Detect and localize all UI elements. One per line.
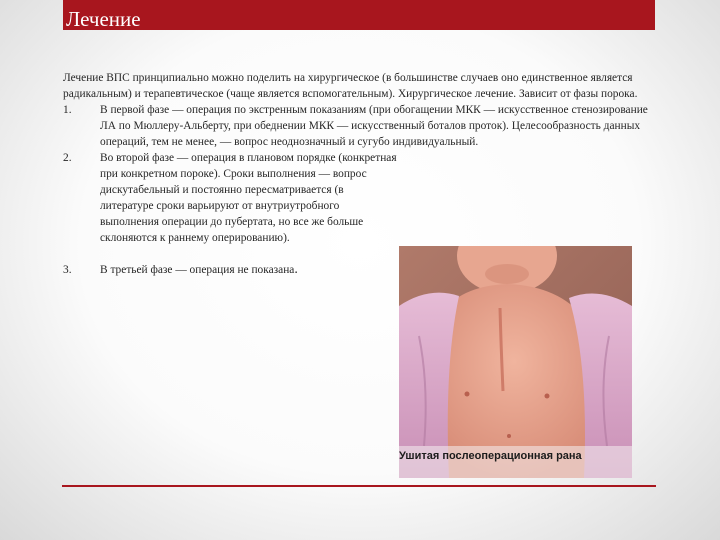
list-item-text: В третьей фазе — операция не показана (100, 264, 295, 276)
list-item-text: Во второй фазе — операция в плановом порядке (конкретная при конкретном пороке). Сроки выполнения — вопрос дискутабельный и постоянно пересматривается (в литературе сроки варьируют от внутриутробного выполнения операции до пубертата, но все же больше склоняются к раннему оперированию). (100, 152, 397, 244)
title-bar (63, 0, 655, 30)
slide-title: Лечение (66, 7, 141, 31)
list-item (63, 150, 655, 246)
list-item-number: 3. (63, 264, 72, 276)
intro-paragraph: Лечение ВПС принципиально можно поделить на хирургическое (в большинстве случаев оно единственное является радикальным) и терапевтическое (чаще является вспомогательным). Хирургическое лечение. Зависит от фазы порока. (63, 72, 638, 100)
postoperative-photo (399, 246, 632, 478)
list-item-number: 1. (63, 104, 72, 116)
list-item-end-mark: . (294, 262, 298, 277)
list-item-number: 2. (63, 152, 72, 164)
list-item-text: В первой фазе — операция по экстренным показаниям (при обогащении МКК — искусственное стенозирование ЛА по Мюллеру-Альберту, при обеднении МКК — искусственный боталов проток). Целесообразность данных операций, тем не менее, — вопрос неоднозначный и сугубо индивидуальный. (100, 104, 648, 148)
photo-caption: Ушитая послеоперационная рана (399, 450, 582, 462)
list-item (63, 102, 655, 150)
bottom-divider (62, 485, 656, 487)
child-chest-photo (399, 246, 632, 478)
